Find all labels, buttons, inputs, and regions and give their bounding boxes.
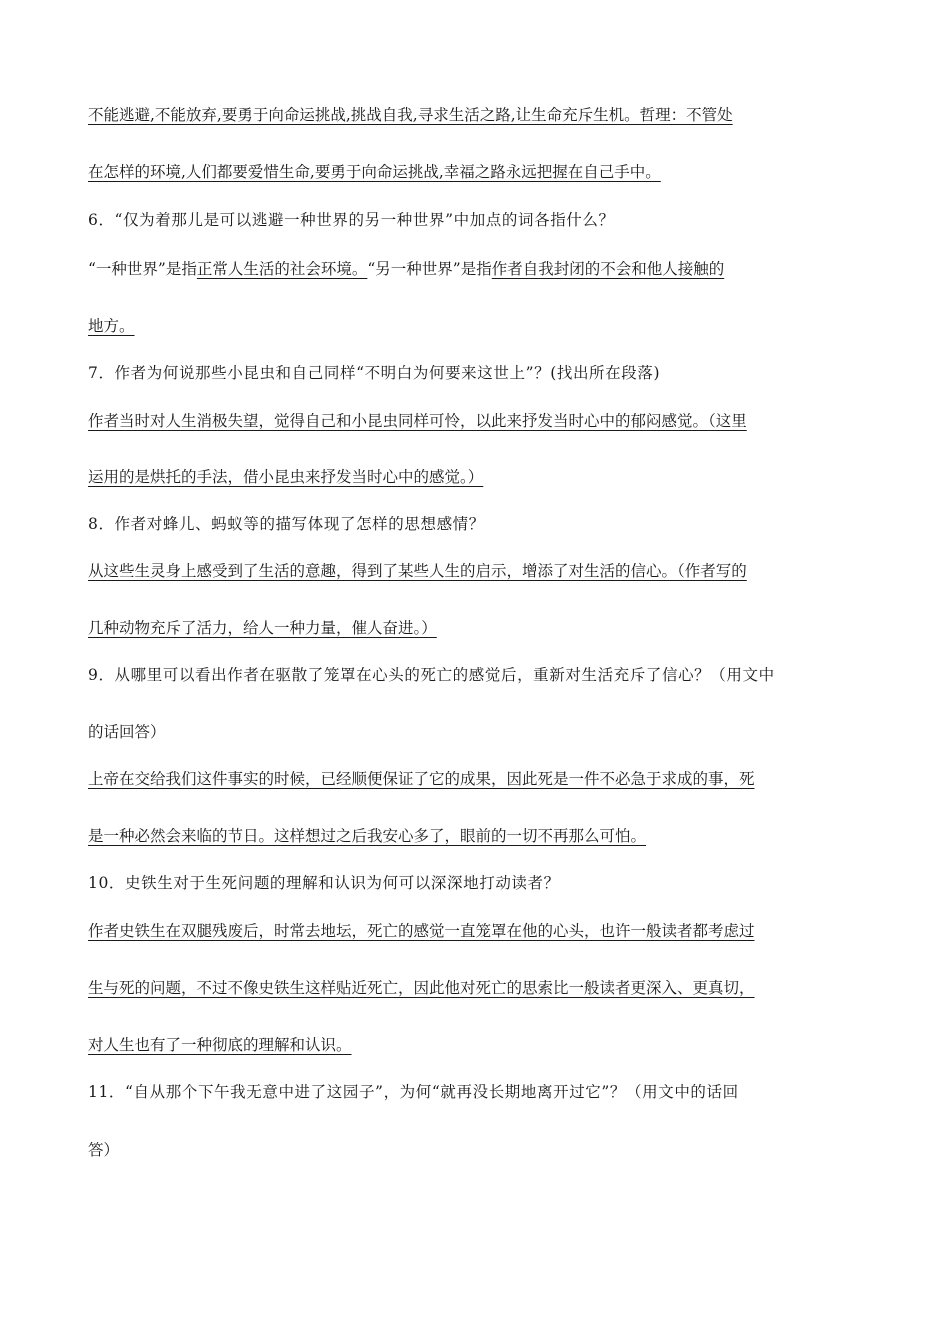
question-11-line-1: 11．“自从那个下午我无意中进了这园子”，为何“就再没长期地离开过它”？（用文中的话回 [88,1083,739,1101]
answer-8-line-1: 从这些生灵身上感受到了生活的意趣，得到了某些人生的启示，增添了对生活的信心。（作者写的 [88,562,747,580]
answer-6-term-2: “另一种世界”是指 [367,260,492,278]
question-6: 6．“仅为着那儿是可以逃避一种世界的另一种世界”中加点的词各指什么？ [88,211,615,229]
answer-10-line-2: 生与死的问题，不过不像史铁生这样贴近死亡，因此他对死亡的思索比一般读者更深入、更真切， [88,979,755,997]
question-11-line-2: 答） [88,1141,120,1159]
answer-10-line-1: 作者史铁生在双腿残废后，时常去地坛，死亡的感觉一直笼罩在他的心头，也许一般读者都考虑过 [88,922,755,940]
answer-10-line-3: 对人生也有了一种彻底的理解和认识。 [88,1036,352,1054]
answer-7-line-1: 作者当时对人生消极失望，觉得自己和小昆虫同样可怜，以此来抒发当时心中的郁闷感觉。（这里 [88,412,747,430]
question-10: 10．史铁生对于生死问题的理解和认识为何可以深深地打动读者？ [88,874,560,892]
question-8: 8．作者对蜂儿、蚂蚁等的描写体现了怎样的思想感情？ [88,515,485,533]
answer-5-line-1: 不能逃避,不能放弃,要勇于向命运挑战,挑战自我,寻求生活之路,让生命充斥生机。哲理：不管处 [88,106,733,124]
answer-6-line-2: 地方。 [88,317,135,335]
answer-6-term-1: “一种世界”是指 [88,260,197,278]
answer-9-line-1: 上帝在交给我们这件事实的时候，已经顺便保证了它的成果，因此死是一件不必急于求成的事，死 [88,770,755,788]
answer-7-line-2: 运用的是烘托的手法，借小昆虫来抒发当时心中的感觉。） [88,468,484,486]
answer-8-line-2: 几种动物充斥了活力，给人一种力量，催人奋进。） [88,619,437,637]
answer-5-line-2: 在怎样的环境,人们都要爱惜生命,要勇于向命运挑战,幸福之路永远把握在自己手中。 [88,163,661,181]
question-7: 7．作者为何说那些小昆虫和自己同样“不明白为何要来这世上”？(找出所在段落) [88,364,661,382]
answer-6-line-1 [88,258,858,280]
question-9-line-2: 的话回答） [88,723,166,741]
answer-6-meaning-2: 作者自我封闭的不会和他人接触的 [491,260,725,278]
answer-9-line-2: 是一种必然会来临的节日。这样想过之后我安心多了，眼前的一切不再那么可怕。 [88,827,647,845]
question-9-line-1: 9．从哪里可以看出作者在驱散了笼罩在心头的死亡的感觉后，重新对生活充斥了信心？（用文中 [88,666,775,684]
answer-6-meaning-1: 正常人生活的社会环境。 [196,260,368,278]
